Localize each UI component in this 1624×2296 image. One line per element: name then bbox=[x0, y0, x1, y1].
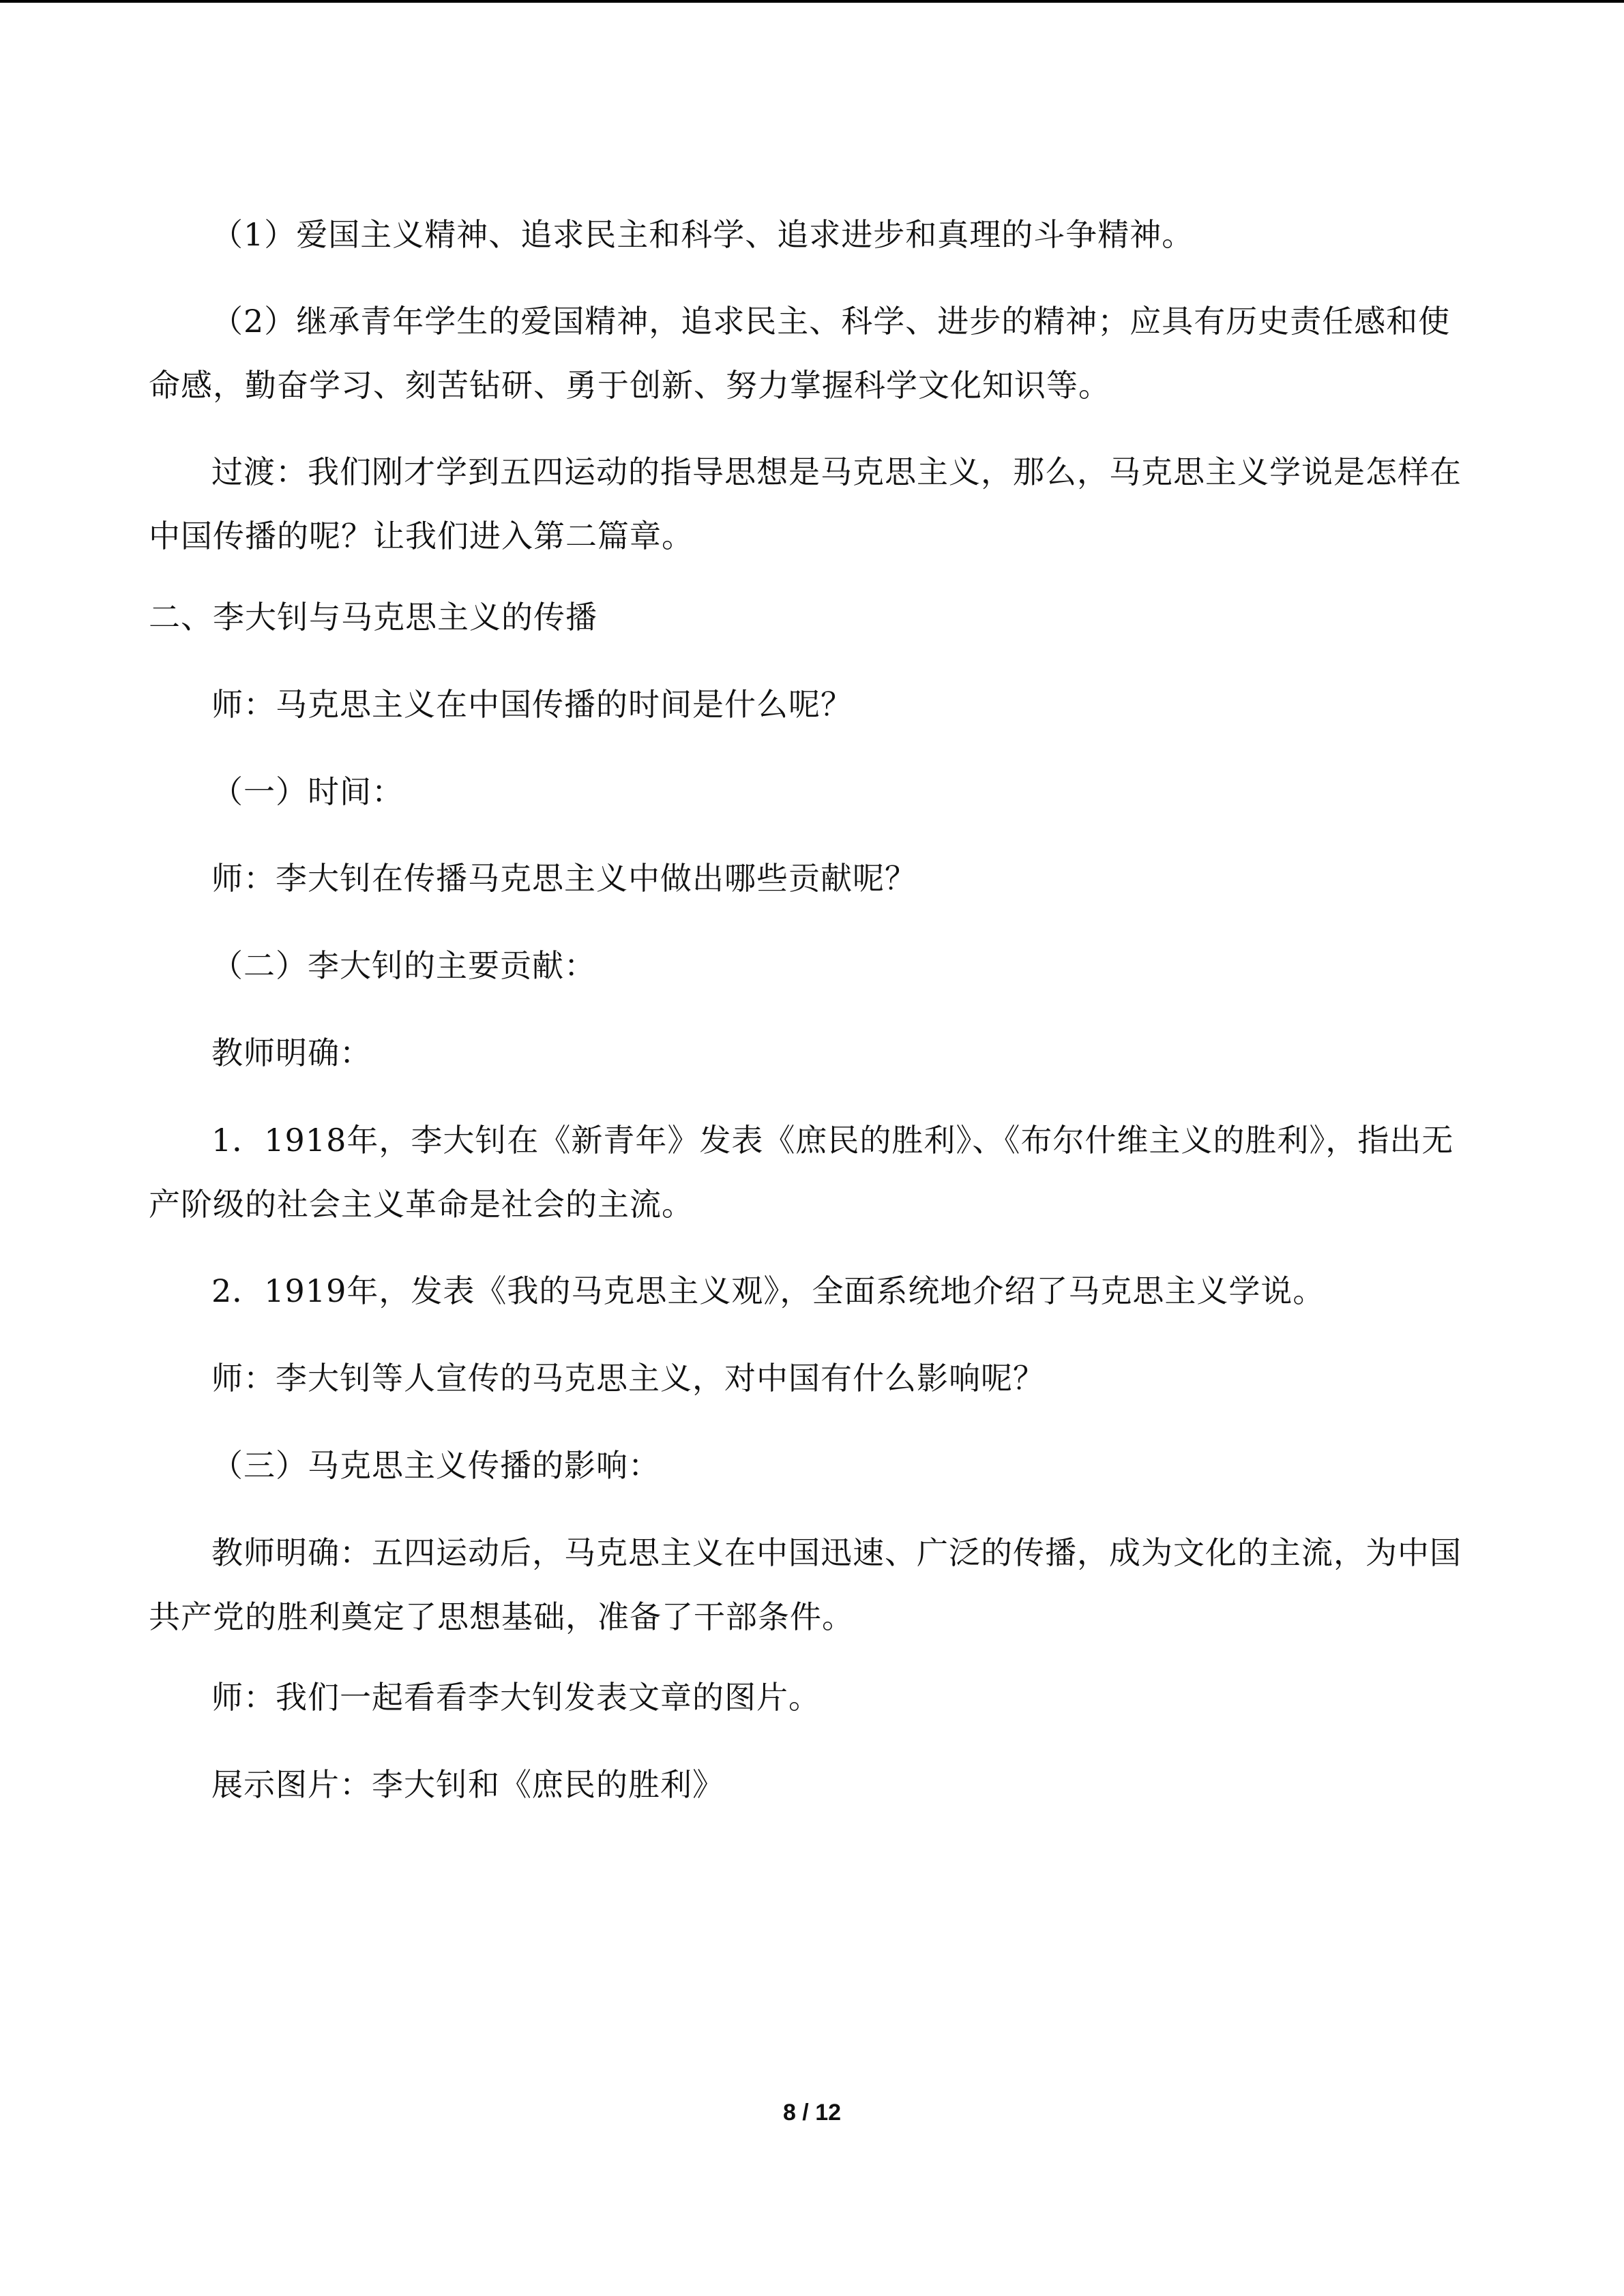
paragraph-point-1918: 1．1918年，李大钊在《新青年》发表《庶民的胜利》、《布尔什维主义的胜利》，指出无产阶级的社会主义革命是社会的主流。 bbox=[149, 1122, 1454, 1223]
page-number: 8 / 12 bbox=[782, 2100, 842, 2126]
paragraph-teacher-question-3: 师：李大钊等人宣传的马克思主义，对中国有什么影响呢？ bbox=[211, 1360, 1045, 1397]
paragraph-teacher-picture-intro: 师：我们一起看看李大钊发表文章的图片。 bbox=[211, 1679, 821, 1716]
paragraph-teacher-clarify-1: 教师明确： bbox=[211, 1034, 372, 1071]
subheading-contributions: （二）李大钊的主要贡献： bbox=[211, 947, 596, 984]
paragraph-spirit-2: （2）继承青年学生的爱国精神，追求民主、科学、进步的精神；应具有历史责任感和使命感，勤奋学习、刻苦钻研、勇于创新、努力掌握科学文化知识等。 bbox=[149, 303, 1451, 404]
section-heading-li-dazhao: 二、李大钊与马克思主义的传播 bbox=[149, 599, 597, 636]
paragraph-teacher-clarify-2: 教师明确：五四运动后，马克思主义在中国迅速、广泛的传播，成为文化的主流，为中国共产党的胜利奠定了思想基础，准备了干部条件。 bbox=[149, 1534, 1462, 1635]
paragraph-transition: 过渡：我们刚才学到五四运动的指导思想是马克思主义，那么，马克思主义学说是怎样在中国传播的呢？让我们进入第二篇章。 bbox=[149, 453, 1462, 554]
subheading-influence: （三）马克思主义传播的影响： bbox=[211, 1447, 660, 1484]
paragraph-point-1919: 2．1919年，发表《我的马克思主义观》，全面系统地介绍了马克思主义学说。 bbox=[211, 1272, 1325, 1309]
paragraph-spirit-1: （1）爱国主义精神、追求民主和科学、追求进步和真理的斗争精神。 bbox=[211, 216, 1194, 253]
paragraph-show-picture: 展示图片：李大钊和《庶民的胜利》 bbox=[211, 1766, 724, 1803]
subheading-time: （一）时间： bbox=[211, 773, 404, 810]
paragraph-teacher-question-1: 师：马克思主义在中国传播的时间是什么呢？ bbox=[211, 686, 853, 723]
paragraph-teacher-question-2: 师：李大钊在传播马克思主义中做出哪些贡献呢？ bbox=[211, 860, 917, 897]
